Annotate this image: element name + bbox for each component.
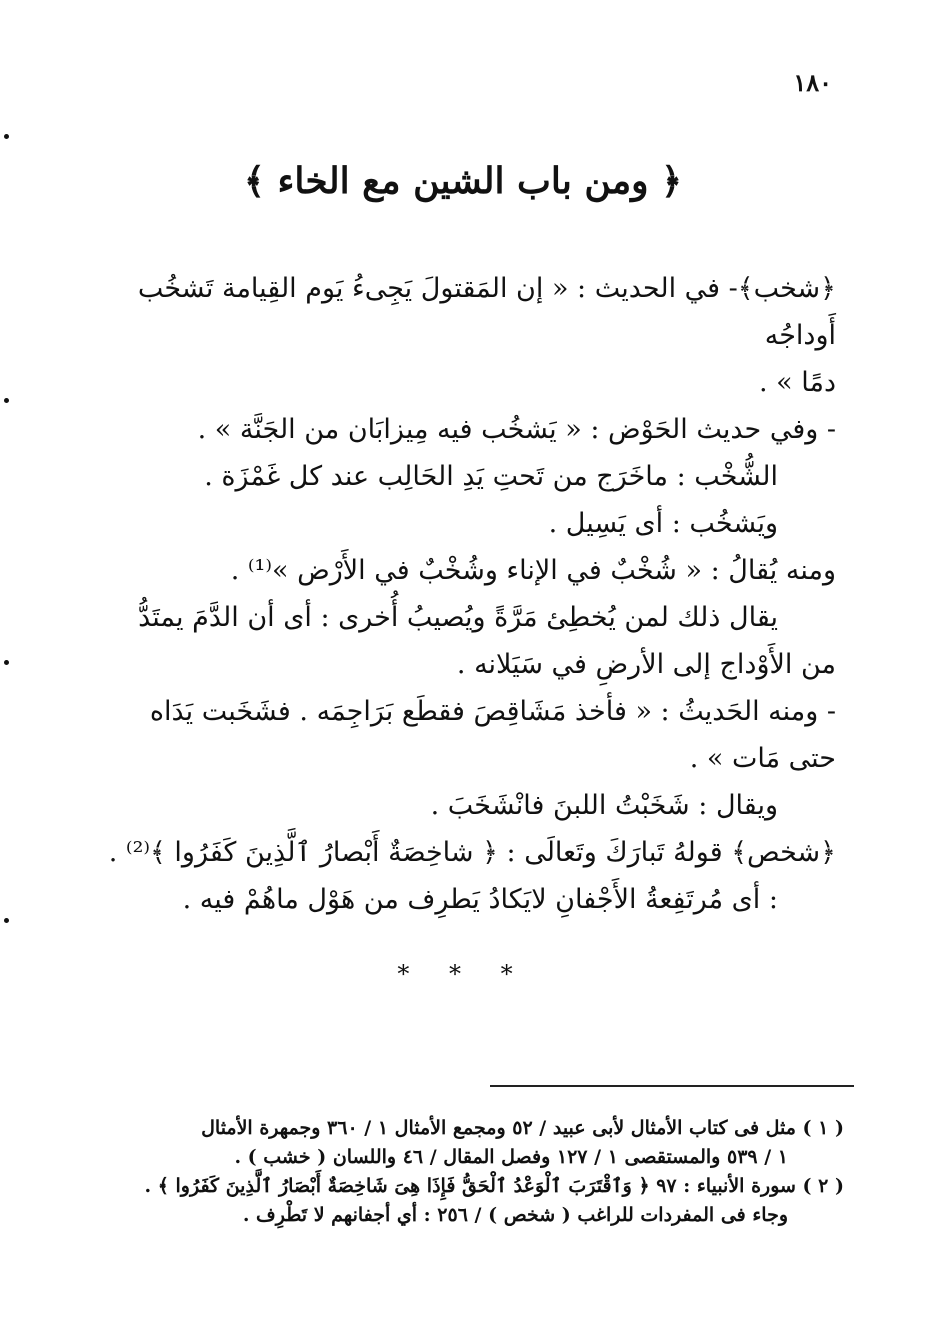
text-line: ومنه يُقالُ : « شُخْبٌ في الإناء وشُخْبٌ في الأَرْض »⁽¹⁾ .: [230, 555, 836, 586]
text-line: دمًا » .: [759, 367, 836, 398]
text-line: ويقال : شَخَبْتُ اللبنَ فانْشَخَبَ .: [430, 790, 778, 821]
footnote-line: ( ١ ) مثل فى كتاب الأمثال لأبى عبيد / ٥٢ ومجمع الأمثال ١ / ٣٦٠ وجمهرة الأمثال: [201, 1117, 844, 1139]
scan-margin-mark: [4, 918, 9, 923]
text-line: يقال ذلك لمن يُخطِئ مَرَّةً ويُصيبُ أُخرى : أى أن الدَّمَ يمتَدُّ: [138, 602, 778, 633]
scan-margin-mark: [4, 660, 9, 665]
footnote-line: وجاء فى المفردات للراغب ( شخص ) / ٢٥٦ : أي أجفانهم لا تَطْرِف .: [242, 1204, 788, 1226]
text-line: حتى مَات » .: [689, 743, 836, 774]
scan-margin-mark: [4, 134, 9, 139]
main-text: [96, 265, 836, 923]
text-line: ويَشخُب : أى يَسِيل .: [548, 508, 778, 539]
text-line: - وفي حديث الحَوْض : « يَشخُب فيه مِيزابَان من الجَنَّة » .: [197, 414, 836, 445]
footnote-line: ١ / ٥٣٩ والمستقصى ١ / ١٢٧ وفصل المقال / ٤٦ واللسان ( خشب ) .: [234, 1146, 788, 1168]
text-line: ﴿شخص﴾ قولهُ تَبارَكَ وتَعالَى : ﴿ شاخِصَةٌ أَبْصارُ ٱلَّذِينَ كَفَرُوا ﴾⁽²⁾ .: [108, 837, 836, 868]
section-separator: * * *: [397, 960, 529, 988]
page-number: ١٨٠: [793, 68, 832, 97]
text-line: الشُّخْب : ماخَرَج من تَحتِ يَدِ الحَالِب عند كل غَمْزَة .: [204, 461, 778, 492]
text-line: - ومنه الحَديثُ : « فأخذ مَشَاقِصَ فقطَع بَرَاجِمَه . فشَخَبت يَدَاه: [149, 696, 836, 727]
footnote-line: ( ٢ ) سورة الأنبياء : ٩٧ ﴿ وَٱقْتَرَبَ ٱلْوَعْدُ ٱلْحَقُّ فَإِذَا هِىَ شَاخِصَةٌ أَبْصَارُ ٱلَّذِينَ كَفَرُوا ﴾ .: [144, 1175, 844, 1197]
text-line: من الأَوْداج إلى الأرضِ في سَيَلانه .: [456, 649, 836, 680]
footnotes: [96, 1114, 844, 1230]
text-line: ﴿شخب﴾- في الحديث : « إن المَقتولَ يَجِىءُ يَوم القِيامة تَشخُب أَوداجُه: [137, 273, 836, 351]
scan-margin-mark: [4, 398, 9, 403]
chapter-title: ﴿ ومن باب الشين مع الخاء ﴾: [243, 160, 683, 202]
text-line: : أى مُرتَفِعةُ الأَجْفانِ لايَكادُ يَطرِف من هَوْل ماهُمْ فيه .: [182, 884, 778, 915]
footnote-divider: [490, 1085, 854, 1087]
